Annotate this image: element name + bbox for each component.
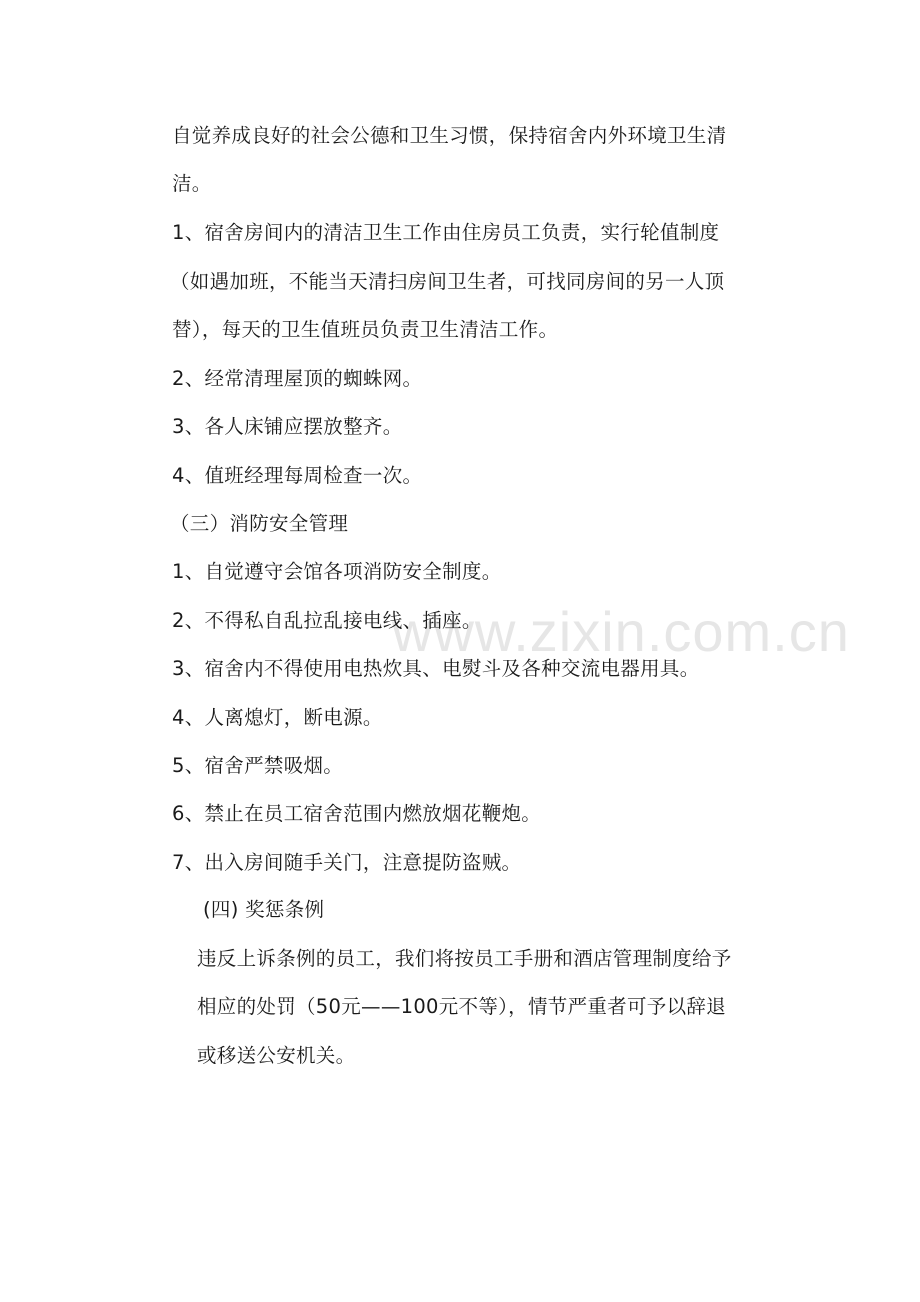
section-heading: (四) 奖惩条例 — [203, 898, 325, 921]
list-item: 1、宿舍房间内的清洁卫生工作由住房员工负责，实行轮值制度 — [172, 221, 720, 244]
paragraph-line: 替），每天的卫生值班员负责卫生清洁工作。 — [172, 318, 559, 341]
list-item: 1、自觉遵守会馆各项消防安全制度。 — [172, 560, 502, 583]
list-item: 7、出入房间随手关门，注意提防盗贼。 — [172, 851, 522, 874]
list-item: 2、不得私自乱拉乱接电线、插座。 — [172, 609, 482, 632]
section-heading: （三）消防安全管理 — [170, 512, 349, 535]
list-item: 2、经常清理屋顶的蜘蛛网。 — [172, 367, 423, 390]
paragraph-line: 或移送公安机关。 — [197, 1044, 356, 1067]
paragraph-line: （如遇加班，不能当天清扫房间卫生者，可找同房间的另一人顶 — [170, 270, 725, 293]
list-item: 5、宿舍严禁吸烟。 — [172, 754, 344, 777]
list-item: 3、各人床铺应摆放整齐。 — [172, 415, 403, 438]
list-item: 4、值班经理每周检查一次。 — [172, 464, 423, 487]
watermark: www.zixin.com.cn — [392, 600, 850, 663]
list-item: 6、禁止在员工宿舍范围内燃放烟花鞭炮。 — [172, 802, 542, 825]
list-item: 3、宿舍内不得使用电热炊具、电熨斗及各种交流电器用具。 — [172, 657, 700, 680]
paragraph-line: 相应的处罚（50元——100元不等），情节严重者可予以辞退 — [197, 995, 726, 1018]
paragraph-line: 违反上诉条例的员工，我们将按员工手册和酒店管理制度给予 — [197, 947, 732, 970]
paragraph-line: 自觉养成良好的社会公德和卫生习惯，保持宿舍内外环境卫生清 — [172, 124, 727, 147]
list-item: 4、人离熄灯，断电源。 — [172, 706, 383, 729]
paragraph-line: 洁。 — [172, 172, 212, 195]
